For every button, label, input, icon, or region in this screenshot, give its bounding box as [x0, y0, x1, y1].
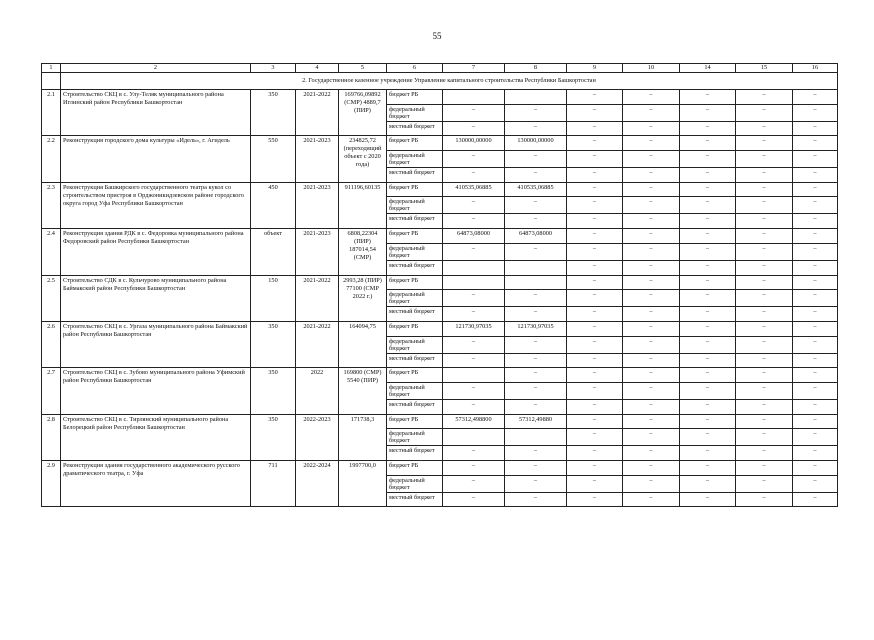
value-cell: – [623, 414, 680, 429]
value-cell: – [505, 475, 567, 492]
value-cell: – [623, 290, 680, 307]
value-cell: – [623, 429, 680, 446]
funding-source: бюджет РБ [387, 368, 443, 383]
value-cell: – [736, 229, 793, 244]
value-cell: – [505, 461, 567, 476]
value-cell: – [793, 475, 838, 492]
value-cell: – [736, 104, 793, 121]
funding-source: бюджет РБ [387, 321, 443, 336]
header-cell: 16 [793, 64, 838, 73]
value-cell: – [567, 197, 623, 214]
value-cell: – [623, 446, 680, 461]
value-cell: – [443, 214, 505, 229]
value-cell: – [736, 414, 793, 429]
section-row [42, 73, 838, 90]
funding-source: местный бюджет [387, 214, 443, 229]
value-cell: – [443, 151, 505, 168]
value-cell: – [680, 368, 736, 383]
value-cell: – [680, 168, 736, 183]
capacity: 350 [251, 414, 296, 460]
row-number: 2.7 [42, 368, 61, 414]
value-cell: – [793, 429, 838, 446]
value-cell: – [793, 336, 838, 353]
funding-source: бюджет РБ [387, 275, 443, 290]
value-cell: – [567, 182, 623, 197]
row-number: 2.1 [42, 90, 61, 136]
value-cell: – [567, 290, 623, 307]
cost: 1997700,0 [339, 461, 387, 507]
table-row [42, 90, 838, 105]
period: 2022-2023 [296, 414, 339, 460]
value-cell: – [443, 290, 505, 307]
value-cell: – [623, 368, 680, 383]
cost: 169766,09892 (СМР) 4889,7 (ПИР) [339, 90, 387, 136]
value-cell: – [567, 353, 623, 368]
value-cell: – [623, 151, 680, 168]
value-cell: – [736, 243, 793, 260]
cost: 234825,72 (переходящий объект с 2020 года) [339, 136, 387, 182]
value-cell: – [443, 353, 505, 368]
funding-source: бюджет РБ [387, 136, 443, 151]
value-cell: – [623, 214, 680, 229]
value-cell: – [736, 475, 793, 492]
page-number: 55 [432, 31, 442, 41]
value-cell: – [623, 90, 680, 105]
value-cell: – [567, 151, 623, 168]
value-cell: – [623, 461, 680, 476]
value-cell: – [567, 492, 623, 507]
value-cell: – [680, 197, 736, 214]
value-cell: – [680, 90, 736, 105]
value-cell: – [505, 353, 567, 368]
value-cell: – [736, 321, 793, 336]
value-cell: – [736, 136, 793, 151]
funding-source: бюджет РБ [387, 414, 443, 429]
value-cell: – [680, 104, 736, 121]
value-cell: – [680, 429, 736, 446]
value-cell: – [623, 475, 680, 492]
object-name: Строительство СКЦ в с. Тирлянский муниципального района Белорецкий район Республики Башкортостан [61, 414, 251, 460]
value-cell: – [567, 429, 623, 446]
value-cell: – [567, 475, 623, 492]
value-cell: – [443, 461, 505, 476]
value-cell: – [505, 104, 567, 121]
funding-source: бюджет РБ [387, 90, 443, 105]
funding-source: местный бюджет [387, 307, 443, 322]
value-cell: 130000,00000 [505, 136, 567, 151]
period: 2021-2023 [296, 229, 339, 275]
value-cell: – [567, 90, 623, 105]
value-cell: – [623, 307, 680, 322]
value-cell: – [505, 197, 567, 214]
value-cell: – [443, 197, 505, 214]
value-cell: – [793, 382, 838, 399]
funding-source: местный бюджет [387, 399, 443, 414]
value-cell: – [680, 399, 736, 414]
value-cell: 130000,00000 [443, 136, 505, 151]
value-cell: – [736, 336, 793, 353]
funding-source: федеральный бюджет [387, 475, 443, 492]
value-cell: – [680, 353, 736, 368]
funding-source: федеральный бюджет [387, 151, 443, 168]
value-cell: – [443, 121, 505, 136]
row-number: 2.5 [42, 275, 61, 321]
table-row [42, 321, 838, 336]
value-cell: – [443, 243, 505, 260]
value-cell [443, 260, 505, 275]
object-name: Реконструкция здания РДК в с. Федоровка муниципального района Федоровский район Республики Башкортостан [61, 229, 251, 275]
value-cell: – [736, 275, 793, 290]
funding-source: федеральный бюджет [387, 243, 443, 260]
value-cell: – [623, 382, 680, 399]
value-cell: – [567, 168, 623, 183]
period: 2021-2023 [296, 182, 339, 228]
value-cell: – [793, 414, 838, 429]
value-cell: – [623, 321, 680, 336]
value-cell: – [793, 151, 838, 168]
funding-source: федеральный бюджет [387, 382, 443, 399]
value-cell: – [793, 214, 838, 229]
value-cell: – [736, 121, 793, 136]
row-number: 2.6 [42, 321, 61, 367]
value-cell: – [736, 353, 793, 368]
value-cell: – [680, 382, 736, 399]
value-cell: 64873,08000 [443, 229, 505, 244]
funding-source: федеральный бюджет [387, 197, 443, 214]
row-number: 2.3 [42, 182, 61, 228]
value-cell: – [443, 104, 505, 121]
value-cell: – [793, 182, 838, 197]
value-cell: – [793, 290, 838, 307]
value-cell: – [793, 275, 838, 290]
value-cell: – [623, 104, 680, 121]
value-cell [505, 90, 567, 105]
capacity: 711 [251, 461, 296, 507]
header-cell: 10 [623, 64, 680, 73]
cost: 2993,28 (ПИР) 77100 (СМР 2022 г.) [339, 275, 387, 321]
value-cell: – [623, 353, 680, 368]
value-cell: – [793, 229, 838, 244]
value-cell: – [680, 321, 736, 336]
value-cell: – [680, 475, 736, 492]
value-cell: – [567, 243, 623, 260]
value-cell: – [793, 168, 838, 183]
value-cell: – [680, 229, 736, 244]
value-cell: – [793, 90, 838, 105]
value-cell: – [567, 336, 623, 353]
value-cell: 121730,97035 [443, 321, 505, 336]
value-cell: – [505, 382, 567, 399]
funding-source: федеральный бюджет [387, 290, 443, 307]
header-cell: 3 [251, 64, 296, 73]
value-cell: – [793, 104, 838, 121]
object-name: Строительство СДК в с. Кульчурово муниципального района Баймакский район Республики Башкортостан [61, 275, 251, 321]
object-name: Строительство СКЦ в с. Зубово муниципального района Уфимский район Республики Башкортостан [61, 368, 251, 414]
value-cell: – [680, 492, 736, 507]
cost: 911196,60135 [339, 182, 387, 228]
value-cell: 121730,97035 [505, 321, 567, 336]
value-cell: – [793, 353, 838, 368]
value-cell: – [736, 492, 793, 507]
header-cell: 2 [61, 64, 251, 73]
value-cell: – [567, 121, 623, 136]
value-cell: – [793, 446, 838, 461]
table-row [42, 229, 838, 244]
value-cell: – [736, 429, 793, 446]
value-cell [443, 429, 505, 446]
value-cell: – [736, 151, 793, 168]
section-spacer [42, 73, 61, 90]
object-name: Реконструкция городского дома культуры «Идель», г. Агидель [61, 136, 251, 182]
cost: 164094,75 [339, 321, 387, 367]
value-cell: – [567, 382, 623, 399]
table-row [42, 461, 838, 476]
value-cell: – [680, 182, 736, 197]
value-cell: – [793, 136, 838, 151]
value-cell: – [505, 168, 567, 183]
table-row [42, 136, 838, 151]
capacity: 550 [251, 136, 296, 182]
value-cell: – [567, 229, 623, 244]
funding-source: местный бюджет [387, 121, 443, 136]
value-cell: – [623, 260, 680, 275]
value-cell [443, 275, 505, 290]
value-cell: – [680, 243, 736, 260]
value-cell: – [567, 414, 623, 429]
value-cell: 410535,06885 [505, 182, 567, 197]
budget-table [41, 63, 838, 507]
value-cell: – [623, 492, 680, 507]
object-name: Строительство СКЦ в с. Улу-Теляк муниципального района Иглинский район Республики Башкортостан [61, 90, 251, 136]
funding-source: местный бюджет [387, 260, 443, 275]
value-cell: – [736, 446, 793, 461]
header-cell: 1 [42, 64, 61, 73]
value-cell: – [623, 121, 680, 136]
value-cell: – [567, 321, 623, 336]
period: 2022 [296, 368, 339, 414]
value-cell: 57312,498800 [443, 414, 505, 429]
header-cell: 15 [736, 64, 793, 73]
value-cell: – [505, 492, 567, 507]
funding-source: федеральный бюджет [387, 104, 443, 121]
funding-source: местный бюджет [387, 168, 443, 183]
value-cell: – [505, 151, 567, 168]
value-cell: – [680, 446, 736, 461]
value-cell: – [505, 290, 567, 307]
value-cell: – [736, 214, 793, 229]
value-cell: – [736, 290, 793, 307]
capacity: 450 [251, 182, 296, 228]
value-cell [505, 275, 567, 290]
capacity: 350 [251, 368, 296, 414]
row-number: 2.2 [42, 136, 61, 182]
value-cell: – [793, 243, 838, 260]
value-cell: – [680, 275, 736, 290]
value-cell: – [505, 368, 567, 383]
value-cell [505, 260, 567, 275]
funding-source: федеральный бюджет [387, 336, 443, 353]
row-number: 2.8 [42, 414, 61, 460]
value-cell: – [680, 307, 736, 322]
value-cell: – [443, 446, 505, 461]
value-cell: – [623, 229, 680, 244]
object-name: Реконструкция Башкирского государственного театра кукол со строительством пристроя в Орджоникидзевском районе городского округа город Уфа Республики Башкортостан [61, 182, 251, 228]
funding-source: бюджет РБ [387, 182, 443, 197]
value-cell: – [736, 461, 793, 476]
value-cell: – [443, 399, 505, 414]
value-cell: – [793, 492, 838, 507]
value-cell: – [505, 446, 567, 461]
value-cell: – [680, 336, 736, 353]
capacity: 150 [251, 275, 296, 321]
value-cell: – [443, 475, 505, 492]
value-cell: – [680, 290, 736, 307]
cost: 171738,3 [339, 414, 387, 460]
funding-source: местный бюджет [387, 353, 443, 368]
value-cell: – [680, 214, 736, 229]
capacity: 350 [251, 90, 296, 136]
funding-source: бюджет РБ [387, 229, 443, 244]
value-cell: – [736, 368, 793, 383]
value-cell: – [680, 260, 736, 275]
table-row [42, 275, 838, 290]
header-cell: 14 [680, 64, 736, 73]
row-number: 2.9 [42, 461, 61, 507]
value-cell: – [623, 399, 680, 414]
funding-source: местный бюджет [387, 492, 443, 507]
value-cell: – [623, 197, 680, 214]
value-cell: – [793, 321, 838, 336]
funding-source: местный бюджет [387, 446, 443, 461]
value-cell: – [505, 399, 567, 414]
header-cell: 8 [505, 64, 567, 73]
section-title: 2. Государственное казенное учреждение Управление капитального строительства Республики Башкортостан [61, 73, 838, 90]
header-cell: 6 [387, 64, 443, 73]
value-cell: – [680, 151, 736, 168]
value-cell: – [567, 446, 623, 461]
value-cell: – [736, 90, 793, 105]
value-cell: – [793, 399, 838, 414]
table-row [42, 182, 838, 197]
value-cell: – [623, 275, 680, 290]
period: 2021-2022 [296, 90, 339, 136]
value-cell: 410535,06885 [443, 182, 505, 197]
period: 2021-2022 [296, 321, 339, 367]
value-cell [505, 429, 567, 446]
header-row [42, 64, 838, 73]
value-cell: – [736, 382, 793, 399]
value-cell: – [567, 275, 623, 290]
value-cell: – [736, 197, 793, 214]
value-cell: – [505, 214, 567, 229]
value-cell: – [623, 182, 680, 197]
period: 2021-2022 [296, 275, 339, 321]
value-cell: – [443, 336, 505, 353]
value-cell: – [623, 243, 680, 260]
value-cell: – [567, 136, 623, 151]
value-cell: – [793, 368, 838, 383]
header-cell: 9 [567, 64, 623, 73]
value-cell: – [680, 461, 736, 476]
value-cell: – [443, 307, 505, 322]
capacity: объект [251, 229, 296, 275]
value-cell: – [443, 382, 505, 399]
value-cell: 64873,08000 [505, 229, 567, 244]
value-cell: – [623, 136, 680, 151]
value-cell: – [680, 136, 736, 151]
funding-source: бюджет РБ [387, 461, 443, 476]
value-cell: – [505, 307, 567, 322]
value-cell: – [505, 121, 567, 136]
capacity: 350 [251, 321, 296, 367]
value-cell: – [505, 336, 567, 353]
value-cell: – [623, 336, 680, 353]
value-cell: – [793, 197, 838, 214]
value-cell: – [736, 307, 793, 322]
value-cell: – [680, 414, 736, 429]
value-cell: – [567, 461, 623, 476]
value-cell: – [443, 168, 505, 183]
row-number: 2.4 [42, 229, 61, 275]
value-cell: – [736, 260, 793, 275]
value-cell: – [567, 260, 623, 275]
value-cell: – [793, 121, 838, 136]
value-cell: – [736, 399, 793, 414]
table-row [42, 414, 838, 429]
value-cell: – [793, 461, 838, 476]
value-cell: – [680, 121, 736, 136]
value-cell: – [567, 214, 623, 229]
period: 2022-2024 [296, 461, 339, 507]
value-cell: – [567, 307, 623, 322]
value-cell: – [443, 492, 505, 507]
object-name: Строительство СКЦ в с. Ургаза муниципального района Баймакский район Республики Башкортостан [61, 321, 251, 367]
cost: 6808,22304 (ПИР) 187014,54 (СМР) [339, 229, 387, 275]
value-cell: – [505, 243, 567, 260]
cost: 169800 (СМР) 5540 (ПИР) [339, 368, 387, 414]
value-cell: – [567, 399, 623, 414]
value-cell [443, 368, 505, 383]
period: 2021-2023 [296, 136, 339, 182]
value-cell: – [793, 307, 838, 322]
value-cell: 57312,49880 [505, 414, 567, 429]
header-cell: 7 [443, 64, 505, 73]
value-cell: – [736, 168, 793, 183]
value-cell: – [623, 168, 680, 183]
table-row [42, 368, 838, 383]
value-cell: – [567, 104, 623, 121]
value-cell: – [736, 182, 793, 197]
value-cell: – [793, 260, 838, 275]
funding-source: федеральный бюджет [387, 429, 443, 446]
value-cell [443, 90, 505, 105]
header-cell: 4 [296, 64, 339, 73]
object-name: Реконструкция здания государственного академического русского драматического театра, г. Уфа [61, 461, 251, 507]
header-cell: 5 [339, 64, 387, 73]
value-cell: – [567, 368, 623, 383]
